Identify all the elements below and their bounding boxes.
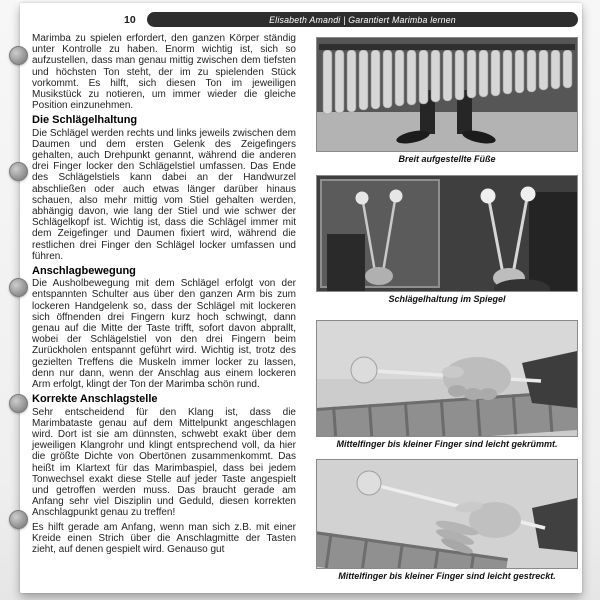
- figure-caption: Schlägelhaltung im Spiegel: [388, 294, 506, 304]
- figure-caption: Mittelfinger bis kleiner Finger sind leicht gekrümmt.: [336, 439, 558, 449]
- photo-grip-curved: [316, 320, 578, 437]
- photo-grip-stretched: [316, 459, 578, 569]
- header-title: Elisabeth Amandi | Garantiert Marimba lernen: [269, 14, 456, 25]
- spiral-binding-ring: [9, 162, 28, 181]
- section-heading-schlaegelhaltung: Die Schlägelhaltung: [32, 114, 138, 127]
- spiral-binding-ring: [9, 510, 28, 529]
- page-header: [20, 12, 582, 28]
- marimba-feet-illustration: [317, 38, 577, 151]
- outro-paragraph: Es hilft gerade am Anfang, wenn man sich z.B. mit einer Kreide einen Strich über die Anschlagmitte der Tasten zieht, auf denen gespielt wird. Genauso gut: [32, 521, 296, 555]
- figure-caption: Breit aufgestellte Füße: [398, 154, 496, 164]
- header-bar: [147, 12, 578, 27]
- page: [20, 3, 582, 593]
- intro-paragraph: Marimba zu spielen erfordert, den ganzen Körper ständig unter Kontrolle zu haben. Enorm wichtig ist, sich so aufzustellen, dass man genau mittig zwischen dem tiefsten und höchsten Ton steht, der im zu spielenden Stück vorkommt. Es hilft, sich diesen Ton im jeweiligen Musikstück zu notieren, um immer wieder die gleiche Position einzunehmen.: [32, 33, 296, 112]
- mirror-illustration: [317, 176, 577, 291]
- section-body-anschlagstelle: Sehr entscheidend für den Klang ist, dass die Marimbataste genau auf dem Mittelpunkt angeschlagen wird. Dort ist sie am dünnsten, schwebt exakt über dem jeweiligen Klangrohr und klingt entsprechend voll, da hier die größte Dichte von Obertönen zusammenkommt. Das heißt im Klartext für das Marimbaspiel, dass bei jedem Tonwechsel exakt diese Stelle auf jeder Taste angespielt und getroffen werden muss. Das braucht gerade am Anfang sehr viel Disziplin und Geduld, diesen korrekten Anschlagpunkt genau zu treffen!: [32, 406, 296, 519]
- grip-curved-illustration: [317, 321, 577, 436]
- photo-mallet-grip-mirror: [316, 175, 578, 292]
- section-body-anschlagbewegung: Die Ausholbewegung mit dem Schlägel erfolgt von der entspannten Schulter aus über den ganzen Arm bis zum lockeren Handgelenk so, dass der Schlägel mit lockeren sich öffnenden drei Fingern kurz hoch schwingt, dann genau auf die Mitte der Taste trifft, sofort davon abprallt, wobei der Schlägelstiel von den drei Fingern beim Zurückholen entspannt geführt wird. Wichtig ist, trotz des gezielten Treffens die Muskeln immer locker zu lassen, denn nur dann, wenn der Anschlag aus einem lockeren Arm erfolgt, klingt der Ton der Marimba schön rund.: [32, 278, 296, 391]
- photo-marimba-feet: [316, 37, 578, 152]
- section-body-schlaegelhaltung: Die Schlägel werden rechts und links jeweils zwischen dem Daumen und dem ersten Gelenk des Zeigefingers gehalten, auch Drehpunkt genannt, während die anderen drei Finger locker den Schlägelstiel umfassen. Das Ende des Schlägelstiels kann dabei an der Handwurzel abschließen oder auch etwas länger darüber hinaus schauen, also mehr mittig vom Stiel gehalten werden, abhängig davon, wie lang der Stiel und wie schwer der Schlägelkopf ist. Wichtig ist, dass die Schlägel immer mit dem Zeigefinger und Daumen fixiert wird, während die restlichen drei Finger den Schlägel locker umfassen und führen.: [32, 127, 296, 262]
- figure-caption: Mittelfinger bis kleiner Finger sind leicht gestreckt.: [338, 571, 556, 581]
- spiral-binding-ring: [9, 394, 28, 413]
- spiral-binding-ring: [9, 46, 28, 65]
- text-column: [32, 33, 296, 558]
- page-number: 10: [124, 14, 136, 26]
- frame-rail: [319, 44, 575, 50]
- figure-grip-curved: [316, 320, 578, 449]
- floor: [317, 112, 577, 151]
- section-heading-anschlagstelle: Korrekte Anschlagstelle: [32, 393, 158, 406]
- section-heading-anschlagbewegung: Anschlagbewegung: [32, 265, 136, 278]
- mallet-head: [351, 357, 377, 383]
- figure-feet: [316, 37, 578, 164]
- figure-mirror: [316, 175, 578, 304]
- mallet-head: [357, 471, 381, 495]
- spiral-binding-ring: [9, 278, 28, 297]
- figure-grip-stretched: [316, 459, 578, 581]
- grip-stretched-illustration: [317, 460, 577, 568]
